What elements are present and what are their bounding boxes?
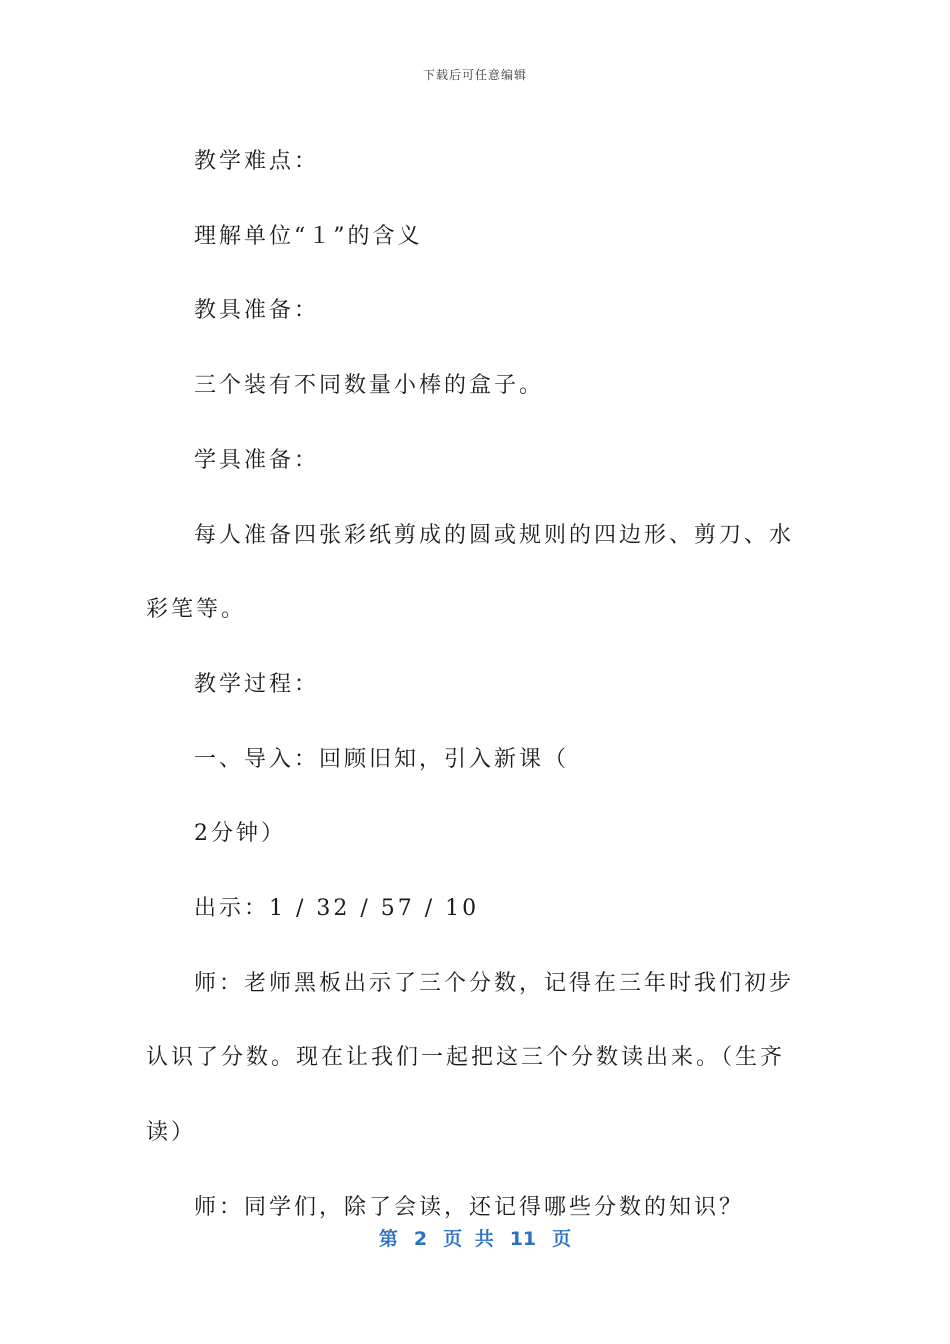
paragraph-teacher-remark-1: 师：老师黑板出示了三个分数，记得在三年时我们初步认识了分数。现在让我们一起把这三个分数读出来。（生齐读） <box>146 970 795 1146</box>
footer-page-number: 2 <box>413 1228 428 1250</box>
paragraph-teacher-remark-2: 师：同学们，除了会读，还记得哪些分数的知识？ <box>194 1194 745 1220</box>
page-footer <box>0 1224 950 1251</box>
paragraph-teaching-aids-detail: 三个装有不同数量小棒的盒子。 <box>194 373 545 399</box>
heading-teaching-process: 教学过程： <box>194 671 320 697</box>
paragraph-difficulty-detail: 理解单位“１”的含义 <box>194 223 423 249</box>
footer-total-pages: 11 <box>509 1228 537 1250</box>
heading-teaching-aids: 教具准备： <box>194 298 320 324</box>
paragraph-show-fractions: 出示：1 / 32 / 57 / 10 <box>194 896 480 922</box>
heading-teaching-difficulty: 教学难点： <box>194 149 320 174</box>
section-intro-heading: 一、导入：回顾旧知，引入新课（ <box>194 746 570 772</box>
paragraph-student-materials-detail: 每人准备四张彩纸剪成的圆或规则的四边形、剪刀、水彩笔等。 <box>146 522 795 623</box>
header-note: 下载后可任意编辑 <box>422 68 527 82</box>
footer-prefix: 第 <box>378 1228 398 1250</box>
heading-student-materials: 学具准备： <box>194 447 320 473</box>
section-intro-duration: 2分钟） <box>194 821 286 847</box>
footer-middle: 页 共 <box>443 1228 494 1250</box>
footer-suffix: 页 <box>552 1228 572 1250</box>
document-body <box>146 125 806 1246</box>
